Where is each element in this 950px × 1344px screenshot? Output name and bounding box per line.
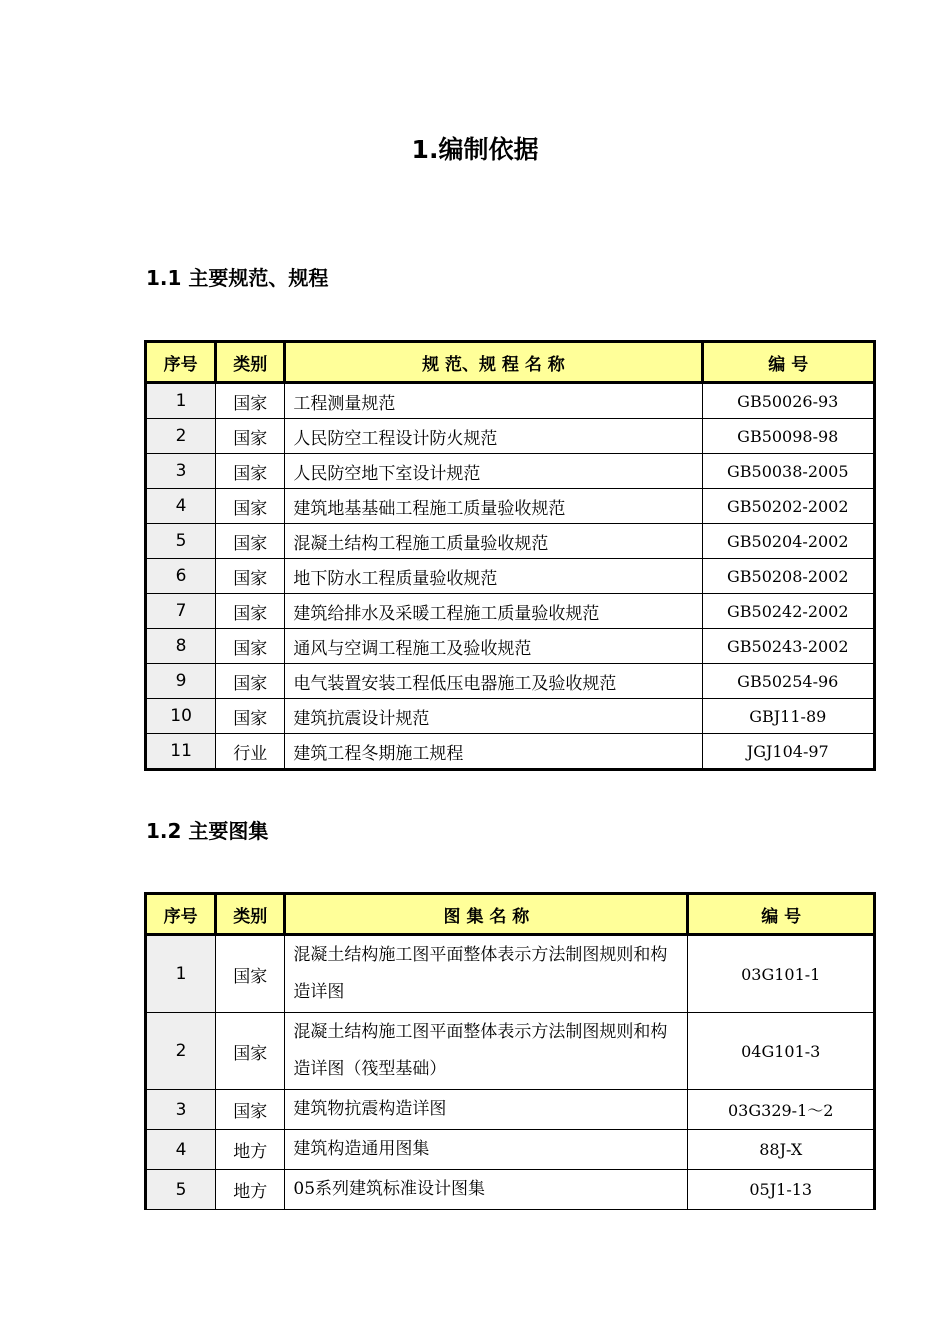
row-category: 国家 [216, 454, 285, 489]
table-row [146, 935, 875, 1013]
row-name: 混凝土结构施工图平面整体表示方法制图规则和构造详图 [285, 935, 688, 1013]
row-code: GB50098-98 [702, 419, 874, 454]
header-name: 规 范、规 程 名 称 [285, 342, 702, 383]
row-name: 通风与空调工程施工及验收规范 [285, 629, 702, 664]
table-row [146, 699, 875, 734]
row-index: 6 [146, 559, 216, 594]
header-code: 编 号 [688, 894, 875, 935]
row-name: 混凝土结构施工图平面整体表示方法制图规则和构造详图（筏型基础） [285, 1013, 688, 1090]
row-category: 国家 [216, 629, 285, 664]
table-row [146, 1090, 875, 1130]
row-category: 地方 [216, 1170, 285, 1210]
row-code: GB50202-2002 [702, 489, 874, 524]
row-index: 5 [146, 1170, 216, 1210]
table-row [146, 383, 875, 419]
standards-table [144, 340, 876, 771]
row-index: 4 [146, 489, 216, 524]
table-row [146, 1130, 875, 1170]
table-row [146, 454, 875, 489]
row-index: 7 [146, 594, 216, 629]
row-name: 建筑物抗震构造详图 [285, 1090, 688, 1130]
row-code: GB50254-96 [702, 664, 874, 699]
row-name: 建筑抗震设计规范 [285, 699, 702, 734]
row-name: 建筑工程冬期施工规程 [285, 734, 702, 770]
row-code: 04G101-3 [688, 1013, 875, 1090]
table-row [146, 664, 875, 699]
row-category: 国家 [216, 699, 285, 734]
row-index: 2 [146, 419, 216, 454]
table-row [146, 1170, 875, 1210]
row-category: 国家 [216, 664, 285, 699]
row-name: 人民防空工程设计防火规范 [285, 419, 702, 454]
header-category: 类别 [216, 342, 285, 383]
row-code: GB50204-2002 [702, 524, 874, 559]
row-name: 建筑给排水及采暖工程施工质量验收规范 [285, 594, 702, 629]
row-index: 5 [146, 524, 216, 559]
row-name: 05系列建筑标准设计图集 [285, 1170, 688, 1210]
row-code: GB50026-93 [702, 383, 874, 419]
row-code: GB50243-2002 [702, 629, 874, 664]
atlases-table [144, 892, 876, 1210]
row-category: 国家 [216, 594, 285, 629]
row-index: 11 [146, 734, 216, 770]
row-category: 国家 [216, 1090, 285, 1130]
row-name: 建筑构造通用图集 [285, 1130, 688, 1170]
row-code: GBJ11-89 [702, 699, 874, 734]
row-code: 03G101-1 [688, 935, 875, 1013]
table-header-row [146, 894, 875, 935]
header-category: 类别 [216, 894, 285, 935]
section-heading-standards: 1.1 主要规范、规程 [146, 266, 329, 290]
header-name: 图 集 名 称 [285, 894, 688, 935]
header-code: 编 号 [702, 342, 874, 383]
row-category: 国家 [216, 1013, 285, 1090]
table-row [146, 629, 875, 664]
row-category: 国家 [216, 383, 285, 419]
row-name: 建筑地基基础工程施工质量验收规范 [285, 489, 702, 524]
row-code: 88J-X [688, 1130, 875, 1170]
row-index: 3 [146, 1090, 216, 1130]
row-code: JGJ104-97 [702, 734, 874, 770]
row-index: 3 [146, 454, 216, 489]
row-category: 国家 [216, 559, 285, 594]
section-heading-atlases: 1.2 主要图集 [146, 819, 269, 843]
table-row [146, 524, 875, 559]
row-code: GB50038-2005 [702, 454, 874, 489]
row-category: 国家 [216, 935, 285, 1013]
row-index: 1 [146, 383, 216, 419]
row-code: 03G329-1～2 [688, 1090, 875, 1130]
row-name: 人民防空地下室设计规范 [285, 454, 702, 489]
row-index: 4 [146, 1130, 216, 1170]
row-index: 10 [146, 699, 216, 734]
table-row [146, 489, 875, 524]
row-category: 国家 [216, 489, 285, 524]
row-category: 国家 [216, 524, 285, 559]
row-name: 混凝土结构工程施工质量验收规范 [285, 524, 702, 559]
row-index: 9 [146, 664, 216, 699]
row-code: GB50242-2002 [702, 594, 874, 629]
header-index: 序号 [146, 342, 216, 383]
row-code: GB50208-2002 [702, 559, 874, 594]
page-title: 1.编制依据 [411, 135, 539, 164]
row-index: 8 [146, 629, 216, 664]
table-row [146, 594, 875, 629]
row-name: 地下防水工程质量验收规范 [285, 559, 702, 594]
table-row [146, 1013, 875, 1090]
row-category: 行业 [216, 734, 285, 770]
table-row [146, 419, 875, 454]
row-name: 工程测量规范 [285, 383, 702, 419]
row-index: 2 [146, 1013, 216, 1090]
header-index: 序号 [146, 894, 216, 935]
row-category: 国家 [216, 419, 285, 454]
row-index: 1 [146, 935, 216, 1013]
row-category: 地方 [216, 1130, 285, 1170]
row-code: 05J1-13 [688, 1170, 875, 1210]
table-header-row [146, 342, 875, 383]
row-name: 电气装置安装工程低压电器施工及验收规范 [285, 664, 702, 699]
table-row [146, 559, 875, 594]
table-row [146, 734, 875, 770]
